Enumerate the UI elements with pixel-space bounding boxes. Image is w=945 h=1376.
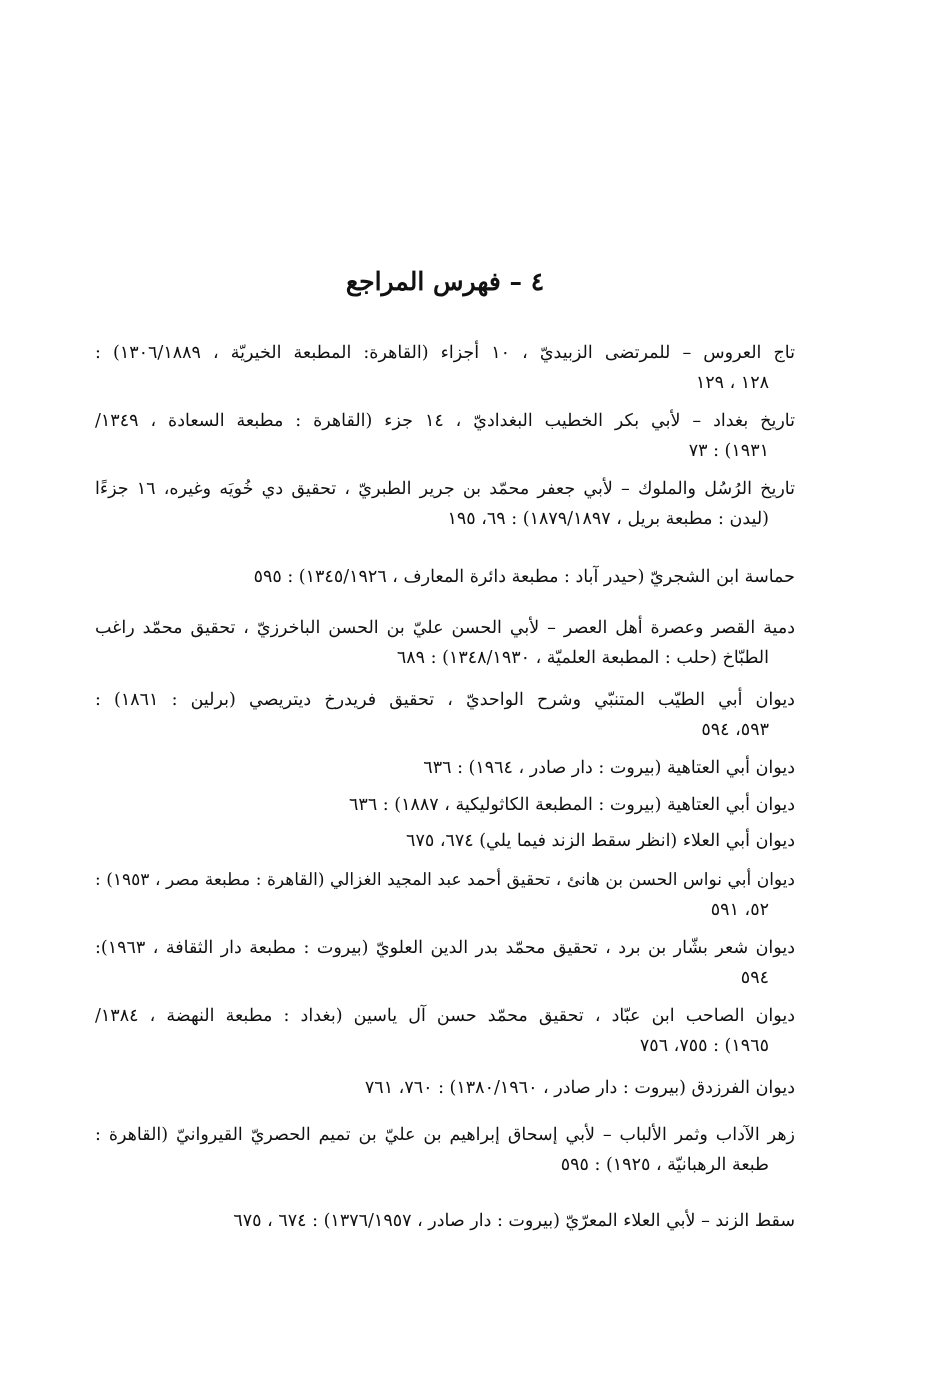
reference-entry-continuation: ١٩٦٥) : ٧٥٥، ٧٥٦ xyxy=(639,1036,769,1056)
reference-entry-line: تاريخ بغداد – لأبي بكر الخطيب البغداديّ ، ١٤ جزء (القاهرة : مطبعة السعادة ، ١٣٤٩/ xyxy=(95,411,795,431)
reference-entry xyxy=(95,826,795,856)
reference-entry-line: تاج العروس – للمرتضى الزبيديّ ، ١٠ أجزاء (القاهرة: المطبعة الخيريّة ، ١٣٠٦/١٨٨٩) : xyxy=(95,343,795,363)
reference-entry xyxy=(95,338,795,398)
reference-entry xyxy=(95,865,795,925)
reference-entry xyxy=(95,562,795,592)
reference-entry xyxy=(95,790,795,820)
reference-entry-line: ديوان أبي العتاهية (بيروت : دار صادر ، ١٩٦٤) : ٦٣٦ xyxy=(423,758,795,778)
reference-entry-line: ديوان شعر بشّار بن برد ، تحقيق محمّد بدر الدين العلويّ (بيروت : مطبعة دار الثقافة ، ١٩٦٣): xyxy=(95,938,795,958)
reference-entry-line: سقط الزند – لأبي العلاء المعرّيّ (بيروت : دار صادر ، ١٣٧٦/١٩٥٧) : ٦٧٤ ، ٦٧٥ xyxy=(233,1211,795,1231)
reference-entry xyxy=(95,474,795,534)
reference-entry-line: ديوان أبي الطيّب المتنبّي وشرح الواحديّ ، تحقيق فريدرخ ديتريصي (برلين : ١٨٦١) : xyxy=(95,690,795,710)
reference-entry xyxy=(95,1120,795,1180)
reference-entry xyxy=(95,933,795,993)
reference-entry xyxy=(95,613,795,673)
references-page xyxy=(95,0,795,1376)
reference-entry xyxy=(95,1001,795,1061)
reference-entry xyxy=(95,406,795,466)
reference-entry-continuation: ٥٩٣، ٥٩٤ xyxy=(701,720,769,740)
reference-entry-line: ديوان أبي العلاء (انظر سقط الزند فيما يلي) ٦٧٤، ٦٧٥ xyxy=(406,831,795,851)
reference-entry-line: ديوان الصاحب ابن عبّاد ، تحقيق محمّد حسن آل ياسين (بغداد : مطبعة النهضة ، ١٣٨٤/ xyxy=(95,1006,795,1026)
section-title: ٤ – فهرس المراجع xyxy=(345,267,545,296)
reference-entry-continuation: طبعة الرهبانيّة ، ١٩٢٥) : ٥٩٥ xyxy=(560,1155,769,1175)
reference-entry-line: زهر الآداب وثمر الألباب – لأبي إسحاق إبراهيم بن عليّ بن تميم الحصريّ القيروانيّ (القاهرة : xyxy=(95,1125,795,1145)
reference-entry-line: ديوان أبي العتاهية (بيروت : المطبعة الكاثوليكية ، ١٨٨٧) : ٦٣٦ xyxy=(349,795,795,815)
reference-entry-continuation: الطبّاخ (حلب : المطبعة العلميّة ، ١٣٤٨/١٩٣٠) : ٦٨٩ xyxy=(396,648,769,668)
reference-entry-continuation: ١٢٨ ، ١٢٩ xyxy=(695,373,769,393)
reference-entry xyxy=(95,685,795,745)
reference-entry-line: تاريخ الرُسُل والملوك – لأبي جعفر محمّد بن جرير الطبريّ ، تحقيق دي خُويَه وغيره، ١٦ جزءًا xyxy=(95,479,795,499)
reference-entry-line: ديوان أبي نواس الحسن بن هانئ ، تحقيق أحمد عبد المجيد الغزالي (القاهرة : مطبعة مصر ، ١٩٥٣) : xyxy=(95,870,795,890)
reference-entry-line: حماسة ابن الشجريّ (حيدر آباد : مطبعة دائرة المعارف ، ١٣٤٥/١٩٢٦) : ٥٩٥ xyxy=(253,567,795,587)
reference-entry xyxy=(95,1206,795,1236)
reference-entry-continuation: ١٩٣١) : ٧٣ xyxy=(688,441,769,461)
reference-entry-line: دمية القصر وعصرة أهل العصر – لأبي الحسن عليّ بن الحسن الباخرزيّ ، تحقيق محمّد راغب xyxy=(95,618,795,638)
reference-entry xyxy=(95,1073,795,1103)
reference-entry-continuation: ٥٩٤ xyxy=(740,968,769,988)
reference-entry-continuation: ٥٢، ٥٩١ xyxy=(710,900,769,920)
reference-entry-continuation: (ليدن : مطبعة بريل ، ١٨٧٩/١٨٩٧) : ٦٩، ١٩٥ xyxy=(447,509,769,529)
reference-entry xyxy=(95,753,795,783)
reference-entry-line: ديوان الفرزدق (بيروت : دار صادر ، ١٣٨٠/١٩٦٠) : ٧٦٠، ٧٦١ xyxy=(364,1078,795,1098)
